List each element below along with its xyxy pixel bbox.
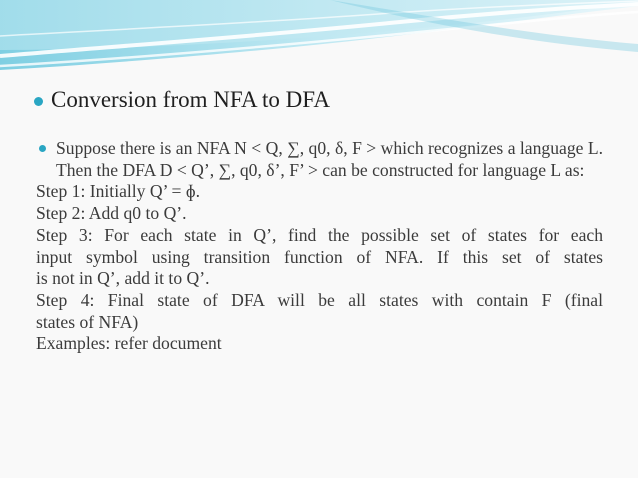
slide-title: Conversion from NFA to DFA	[51, 87, 330, 112]
bullet-paragraph	[36, 138, 603, 181]
step-4-line: states of NFA)	[36, 311, 139, 332]
step-4-line: Step 4: Final state of DFA will be all states with contain F (final	[36, 289, 603, 310]
examples-line: Examples: refer document	[36, 333, 222, 354]
bullet-text: Suppose there is an NFA N < Q, ∑, q0, δ, F > which recognizes a language L. Then the DFA D < Q’, ∑, q0, δ’, F’ > can be constructed for language L as:	[56, 138, 603, 180]
step-3-line: input symbol using transition function of NFA. If this set of states	[36, 246, 603, 267]
title-row	[34, 84, 330, 116]
step-1: Step 1: Initially Q’ = ɸ.	[36, 181, 200, 202]
slide-body	[36, 138, 603, 355]
bullet-icon	[34, 97, 43, 106]
step-3-line: is not in Q’, add it to Q’.	[36, 268, 210, 289]
step-2: Step 2: Add q0 to Q’.	[36, 203, 187, 224]
header-banner	[0, 0, 638, 80]
step-3-line: Step 3: For each state in Q’, find the possible set of states for each	[36, 224, 603, 245]
bullet-icon	[39, 145, 46, 152]
